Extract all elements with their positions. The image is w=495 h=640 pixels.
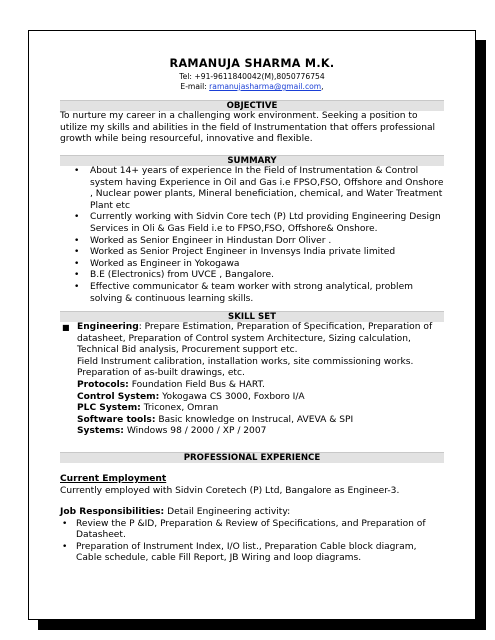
summary-item bbox=[60, 236, 444, 248]
responsibilities-line bbox=[60, 507, 444, 519]
responsibilities-list bbox=[60, 519, 444, 565]
candidate-name: RAMANUJA SHARMA M.K. bbox=[169, 57, 335, 70]
summary-item bbox=[60, 247, 444, 259]
email-line bbox=[60, 82, 444, 92]
responsibility-item bbox=[60, 519, 444, 542]
email-suffix: , bbox=[321, 82, 324, 91]
engineering-text: : Prepare Estimation, Preparation of Specification, Preparation of datasheet, Preparation of Control system Architecture, Sizing calculation, Technical Bid analysis, Procurement support etc. bbox=[77, 322, 433, 356]
summary-item bbox=[60, 212, 444, 235]
systems-label: Systems: bbox=[77, 426, 124, 437]
bullet-icon: • bbox=[74, 235, 80, 246]
resume-page bbox=[28, 30, 476, 620]
systems-text: Windows 98 / 2000 / XP / 2007 bbox=[123, 426, 267, 437]
current-employment-heading: Current Employment bbox=[60, 474, 167, 484]
field-text: Field Instrument calibration, installation works, site commissioning works. Preparation of as-built drawings, etc. bbox=[77, 356, 414, 379]
plc-system-text: Triconex, Omran bbox=[140, 403, 219, 414]
responsibility-item-text: Preparation of Instrument Index, I/O list., Preparation Cable block diagram, Cable schedule, cable Fill Report, JB Wiring and loop diagrams. bbox=[76, 541, 417, 564]
square-bullet-icon: ■ bbox=[62, 323, 70, 332]
protocols-text: Foundation Field Bus & HART. bbox=[128, 379, 265, 390]
phone-line: Tel: +91-9611840042(M),8050776754 bbox=[179, 72, 325, 81]
current-employment-block bbox=[60, 474, 444, 497]
software-tools-text: Basic knowledge on Instrucal, AVEVA & SPI bbox=[155, 414, 354, 425]
skillset-list bbox=[60, 322, 444, 438]
bullet-icon: • bbox=[74, 166, 80, 176]
summary-item-text: Worked as Engineer in Yokogawa bbox=[90, 258, 240, 269]
control-system-label: Control System: bbox=[77, 391, 160, 402]
responsibility-item bbox=[60, 542, 444, 565]
current-employment-text: Currently employed with Sidvin Coretech (P) Ltd, Bangalore as Engineer-3. bbox=[60, 485, 400, 496]
bullet-icon: • bbox=[74, 270, 80, 281]
control-system-text: Yokogawa CS 3000, Foxboro I/A bbox=[159, 391, 305, 402]
email-link[interactable]: ramanujasharma@gmail.com bbox=[209, 82, 322, 91]
summary-item-text: Worked as Senior Project Engineer in Invensys India private limited bbox=[90, 247, 396, 258]
responsibilities-label: Job Responsibilities: bbox=[60, 507, 165, 517]
summary-item-text: B.E (Electronics) from UVCE , Bangalore. bbox=[90, 270, 275, 281]
summary-item-text: Currently working with Sidvin Core tech (P) Ltd providing Engineering Design Services in Oli & Gas Field i.e to FPSO,FSO, Offshore& Onshore. bbox=[90, 212, 441, 234]
skill-item bbox=[60, 322, 444, 438]
software-tools-label: Software tools: bbox=[77, 414, 156, 425]
responsibilities-block bbox=[60, 507, 444, 565]
summary-item-text: About 14+ years of experience In the Field of Instrumentation & Control system having Experience in Oil and Gas i.e FPSO,FSO, Offshore and Onshore , Nuclear power plants, Mineral beneficiation, chemical, and Water Treatment Plant etc bbox=[90, 166, 444, 211]
summary-item-text: Worked as Senior Engineer in Hindustan Dorr Oliver . bbox=[90, 235, 332, 246]
experience-heading: PROFESSIONAL EXPERIENCE bbox=[60, 452, 444, 463]
summary-item bbox=[60, 270, 444, 282]
bullet-icon: • bbox=[62, 518, 68, 529]
bullet-icon: • bbox=[62, 541, 68, 552]
summary-heading: SUMMARY bbox=[60, 155, 444, 166]
plc-system-label: PLC System: bbox=[77, 403, 141, 414]
summary-item-text: Effective communicator & team worker with strong analytical, problem solving & continuous learning skills. bbox=[90, 281, 414, 304]
objective-heading: OBJECTIVE bbox=[60, 100, 444, 111]
summary-list bbox=[60, 166, 444, 305]
protocols-label: Protocols: bbox=[77, 379, 129, 390]
email-label: E-mail: bbox=[180, 82, 210, 91]
objective-text: To nurture my career in a challenging work environment. Seeking a position to utilize my skills and abilities in the field of Instrumentation that offers professional growth while being resourceful, innovative and flexible. bbox=[60, 111, 436, 145]
bullet-icon: • bbox=[74, 281, 80, 292]
bullet-icon: • bbox=[74, 212, 80, 223]
responsibilities-text: Detail Engineering activity: bbox=[164, 507, 291, 517]
responsibility-item-text: Review the P &ID, Preparation & Review of Specifications, and Preparation of Datasheet. bbox=[76, 518, 426, 541]
bullet-icon: • bbox=[74, 258, 80, 269]
summary-item bbox=[60, 259, 444, 271]
bullet-icon: • bbox=[74, 247, 80, 258]
summary-item bbox=[60, 282, 444, 305]
engineering-label: Engineering bbox=[77, 322, 139, 332]
skillset-heading: SKILL SET bbox=[60, 311, 444, 322]
summary-item bbox=[60, 166, 444, 212]
